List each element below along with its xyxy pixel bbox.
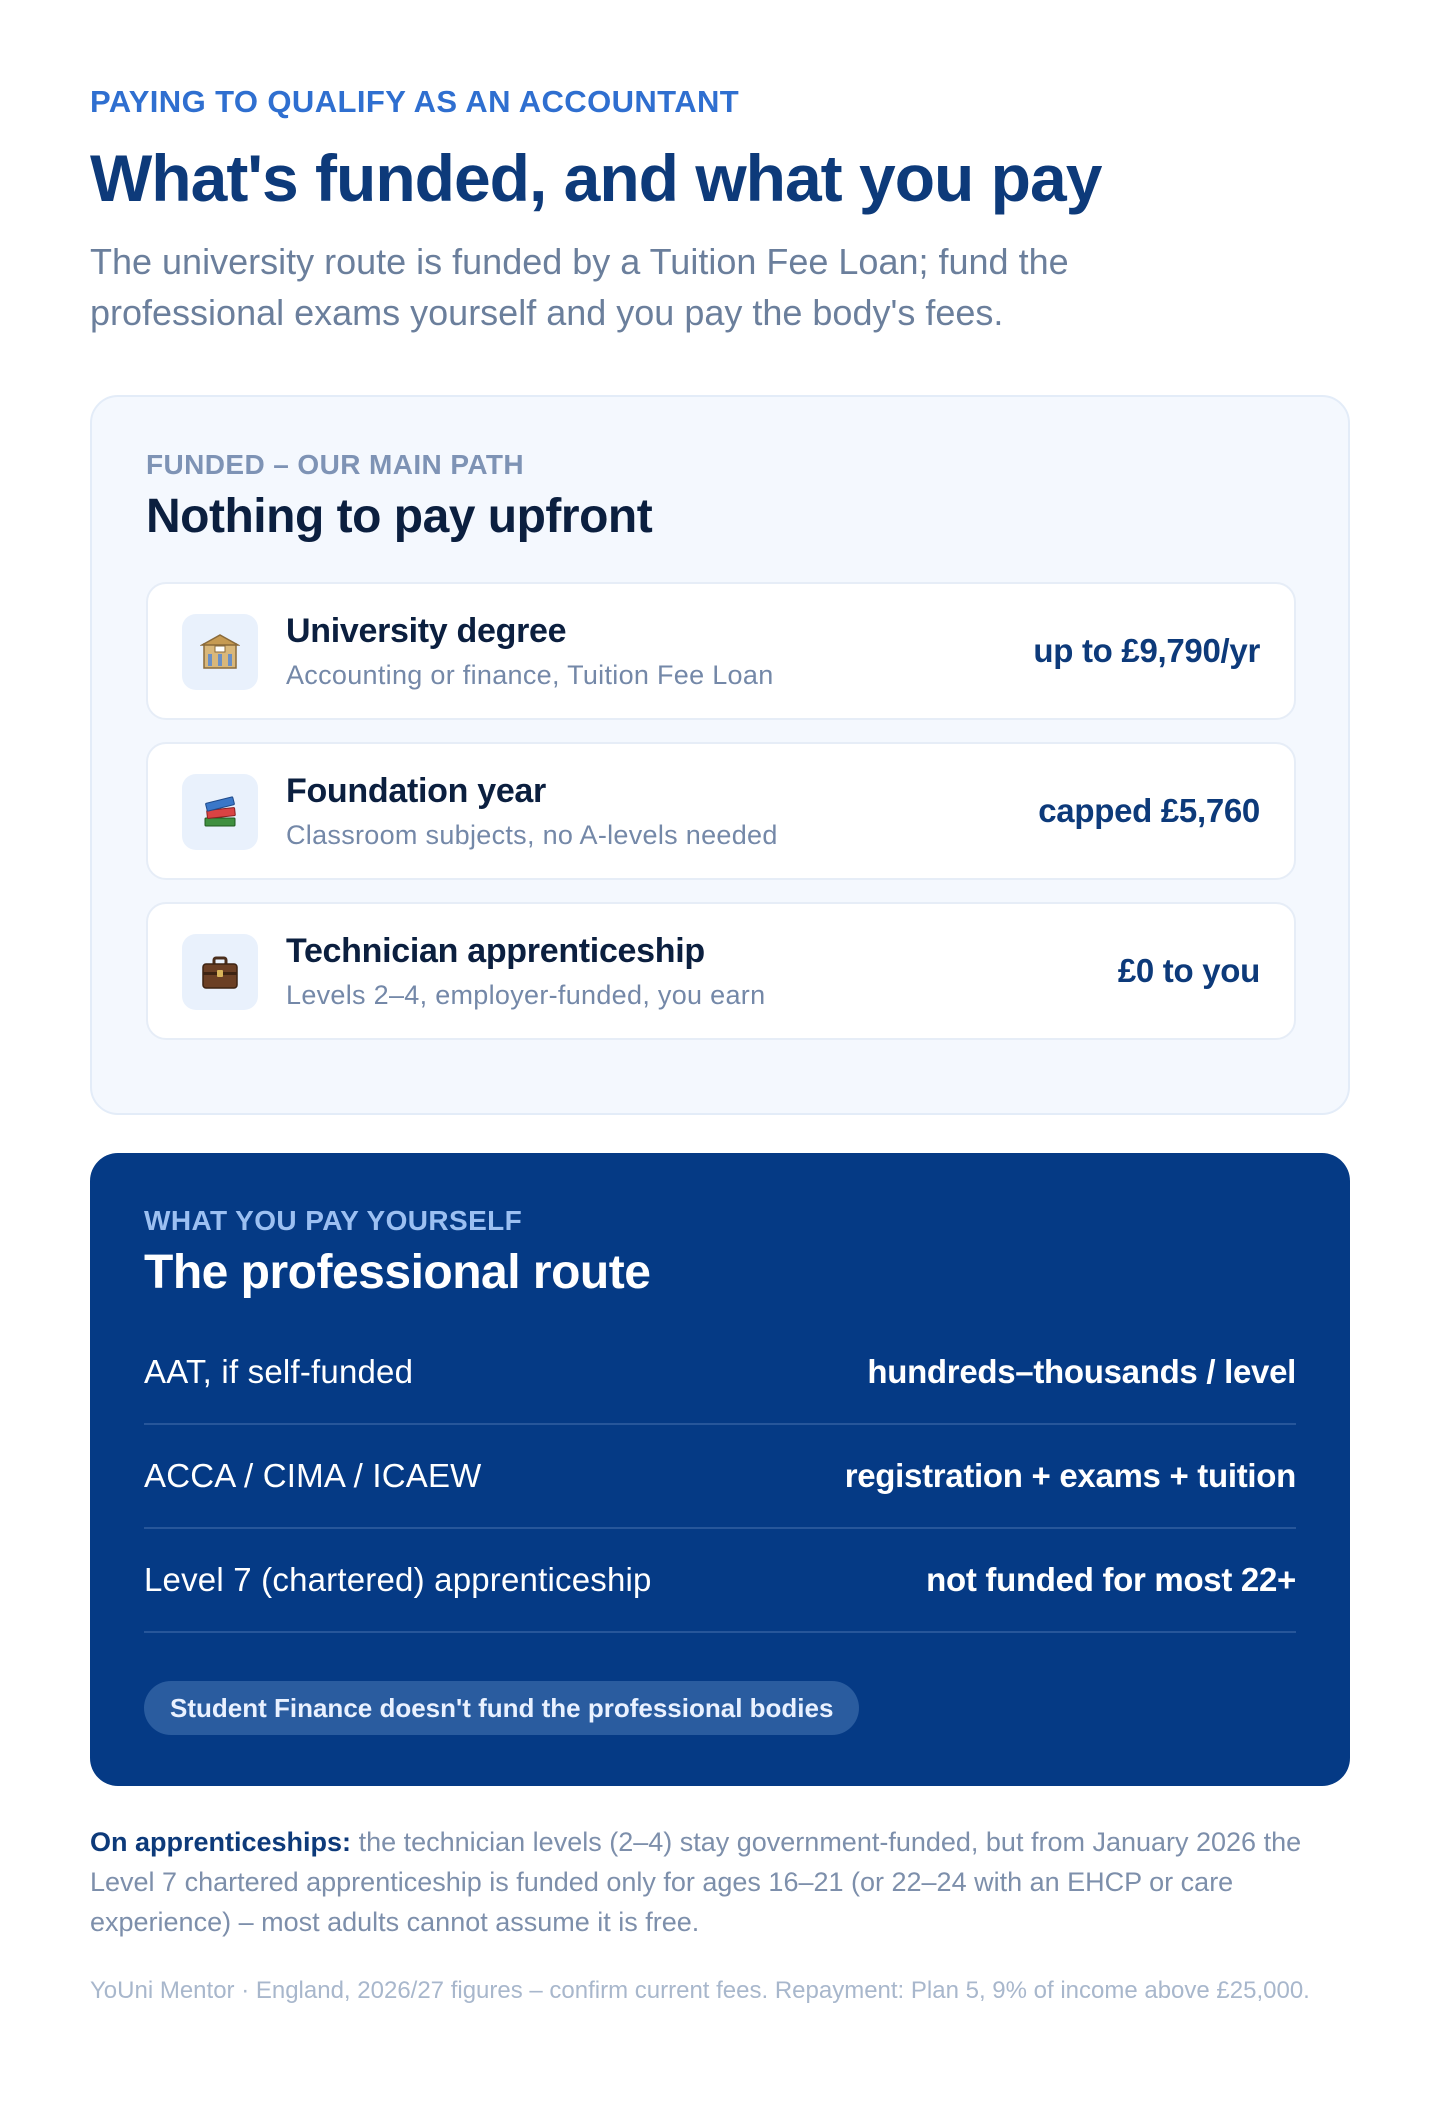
funded-item-title: Foundation year: [286, 772, 546, 810]
page-intro: The university route is funded by a Tuition Fee Loan; fund the professional exams yourself and you pay the body's fees.: [90, 241, 1069, 333]
books-icon: [182, 774, 258, 850]
professional-row-label: Level 7 (chartered) apprenticeship: [144, 1561, 652, 1598]
funded-item-title: Technician apprenticeship: [286, 932, 705, 970]
professional-row-acca: [144, 1425, 1296, 1529]
funded-item-subtitle: Accounting or finance, Tuition Fee Loan: [286, 660, 774, 690]
professional-row-aat: [144, 1321, 1296, 1425]
page-title: What's funded, and what you pay: [90, 141, 1102, 215]
funded-card: [90, 395, 1350, 1115]
professional-row-label: AAT, if self-funded: [144, 1353, 414, 1390]
funded-item-subtitle: Classroom subjects, no A-levels needed: [286, 820, 778, 850]
professional-row-value: hundreds–thousands / level: [867, 1353, 1296, 1390]
footer-disclaimer: YoUni Mentor · England, 2026/27 figures – confirm current fees. Repayment: Plan 5, 9% of income above £25,000.: [90, 1977, 1310, 2004]
note-lead: On apprenticeships:: [90, 1827, 352, 1857]
funded-item-title: University degree: [286, 612, 567, 650]
professional-row-value: not funded for most 22+: [926, 1561, 1296, 1598]
page-eyebrow: PAYING TO QUALIFY AS AN ACCOUNTANT: [90, 84, 740, 119]
funded-item-foundation: [146, 742, 1296, 880]
funded-title: Nothing to pay upfront: [146, 490, 653, 543]
apprenticeship-note: [90, 1822, 1350, 1942]
professional-eyebrow: WHAT YOU PAY YOURSELF: [144, 1205, 523, 1236]
funded-item-university: [146, 582, 1296, 720]
funded-item-apprenticeship: [146, 902, 1296, 1040]
professional-row-label: ACCA / CIMA / ICAEW: [144, 1457, 482, 1494]
funded-item-amount: up to £9,790/yr: [1033, 632, 1260, 669]
professional-title: The professional route: [144, 1246, 651, 1299]
professional-card: [90, 1153, 1350, 1786]
professional-row-level7: [144, 1529, 1296, 1633]
student-finance-badge: Student Finance doesn't fund the professional bodies: [144, 1681, 859, 1735]
funded-eyebrow: FUNDED – OUR MAIN PATH: [146, 449, 524, 480]
university-building-icon: [182, 614, 258, 690]
funded-item-subtitle: Levels 2–4, employer-funded, you earn: [286, 980, 766, 1010]
professional-row-value: registration + exams + tuition: [844, 1457, 1296, 1494]
funded-item-amount: capped £5,760: [1038, 792, 1260, 829]
funded-item-amount: £0 to you: [1117, 952, 1260, 989]
briefcase-icon: [182, 934, 258, 1010]
note-body: the technician levels (2–4) stay government-funded, but from January 2026 the Level 7 chartered apprenticeship is funded only for ages 16–21 (or 22–24 with an EHCP or care experience) – most adults cannot assume it is free.: [90, 1827, 1302, 1937]
